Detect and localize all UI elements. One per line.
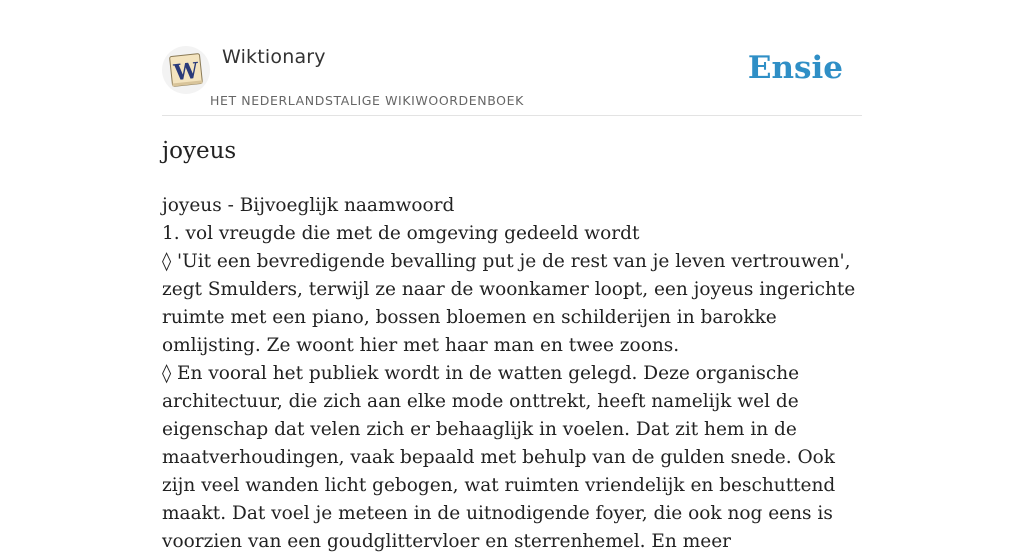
part-of-speech-line: joyeus - Bijvoeglijk naamwoord xyxy=(162,195,455,216)
logo-letter: W xyxy=(172,57,200,87)
example-quote: ◊ 'Uit een bevredigende bevalling put je de rest van je leven vertrouwen', zegt Smulders, terwijl ze naar de woonkamer loopt, een joyeus ingerichte ruimte met een piano, bossen bloemen en schilderijen in barokke omlijsting. Ze woont hier met haar man en twee zoons. xyxy=(162,251,856,356)
entry-content xyxy=(162,192,866,556)
wiktionary-logo-icon[interactable] xyxy=(162,46,210,94)
page-container xyxy=(162,0,862,552)
logo-tile-graphic xyxy=(162,46,210,94)
example-quote: ◊ En vooral het publiek wordt in de watten gelegd. Deze organische architectuur, die zich aan elke mode onttrekt, heeft namelijk wel de eigenschap dat velen zich er behaaglijk in voelen. Dat zit hem in de maatverhoudingen, vaak bepaald met behulp van de gulden snede. Ook zijn veel wanden licht gebogen, wat ruimten vriendelijk en beschuttend maakt. Dat voel je meteen in de uitnodigende foyer, die ook nog eens is voorzien van een goudglittervloer en sterrenhemel. En meer xyxy=(162,363,836,552)
page-title: joyeus xyxy=(162,138,237,164)
definition-line: 1. vol vreugde die met de omgeving gedeeld wordt xyxy=(162,223,640,244)
ensie-brand-link[interactable]: Ensie xyxy=(747,50,843,86)
site-name[interactable]: Wiktionary xyxy=(222,46,326,68)
site-header xyxy=(162,0,862,116)
site-tagline: HET NEDERLANDSTALIGE WIKIWOORDENBOEK xyxy=(210,93,524,108)
